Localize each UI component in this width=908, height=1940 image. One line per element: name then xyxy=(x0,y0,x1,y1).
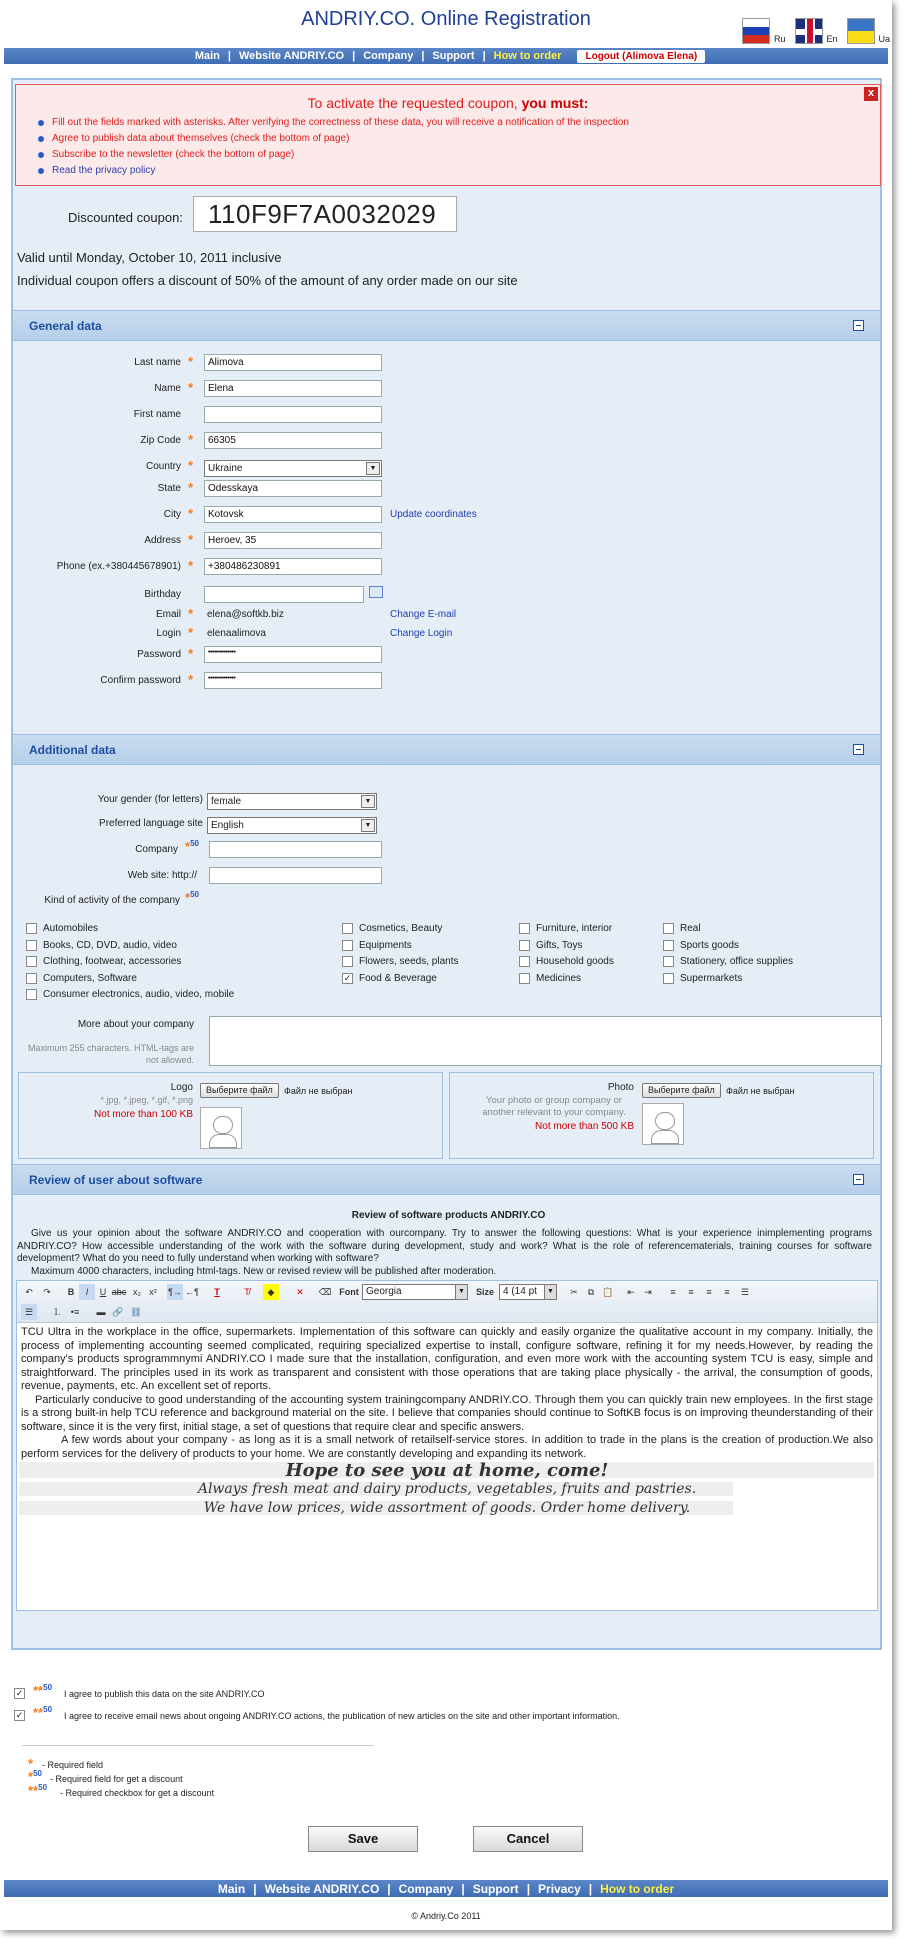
activity-checkbox-checked[interactable]: ✓ xyxy=(343,973,352,983)
chevron-down-icon[interactable]: ▼ xyxy=(361,819,375,832)
activity-checkbox[interactable] xyxy=(342,956,353,967)
promo-line: We have low prices, wide assortment of goods. Order home delivery. xyxy=(203,1500,691,1516)
discount-marker: 50 xyxy=(33,1769,42,1778)
section-title: Additional data xyxy=(29,743,116,757)
activity-label: Computers, Software xyxy=(43,973,137,984)
paste-icon[interactable]: 📋 xyxy=(602,1287,614,1297)
editor-content[interactable] xyxy=(17,1324,877,1463)
activity-label: Stationery, office supplies xyxy=(680,956,794,967)
photo-choose-file-button[interactable]: Выберите файл xyxy=(642,1083,721,1098)
clear-highlight-icon[interactable]: ✕ xyxy=(296,1287,304,1297)
zip-label: Zip Code xyxy=(140,435,181,446)
activity-label: Cosmetics, Beauty xyxy=(359,923,443,934)
language-select[interactable] xyxy=(207,817,377,834)
photo-file-status: Файл не выбран xyxy=(726,1086,795,1096)
required-star-icon: **$^{50}$ xyxy=(33,1705,53,1720)
nav-separator: | xyxy=(227,50,231,62)
state-label: State xyxy=(157,483,181,494)
required-star-icon: * xyxy=(188,672,194,687)
required-star-icon: *$^{50}$ xyxy=(185,890,199,905)
logo-file-status: Файл не выбран xyxy=(284,1086,353,1096)
activity-checkbox[interactable] xyxy=(26,956,37,967)
font-label: Font xyxy=(339,1287,359,1297)
size-label: Size xyxy=(475,1287,494,1297)
activity-label: Sports goods xyxy=(680,940,739,951)
nav-how-to-order[interactable]: How to order xyxy=(493,50,562,62)
ltr-icon[interactable]: ¶→ xyxy=(167,1284,183,1300)
subscript-icon[interactable]: x₂ xyxy=(133,1287,141,1297)
discount-marker: 50 xyxy=(190,839,199,848)
newsletter-agree-label: I agree to receive email news about ongoing ANDRIY.CO actions, the publication of new articles on the site and other important information. xyxy=(64,1711,620,1721)
email-label: Email xyxy=(155,609,181,620)
justify-icon[interactable]: ☰ xyxy=(21,1304,37,1320)
align-justify-icon[interactable]: ≡ xyxy=(724,1287,730,1297)
activity-checkbox[interactable] xyxy=(519,940,530,951)
activity-label: Clothing, footwear, accessories xyxy=(43,956,182,967)
activity-label: Flowers, seeds, plants xyxy=(359,956,459,967)
publish-agree-label: I agree to publish this data on the site ANDRIY.CO xyxy=(64,1689,265,1699)
alert-item: Agree to publish data about themselves (check the bottom of page) xyxy=(38,133,880,144)
review-paragraph: Particularly conducive to good understanding of the accounting system trainingcompany ANDRIY.CO. Through them you can quickly train new employees. In the first stage is a strong built-in help TCU reference and background material on the site. I believe that companies should continue to SoftKB focus is on improving theunderstanding of their software, since it is the very first, initial stage, a set of questions that require clear and specific answers. xyxy=(21,1393,873,1433)
uk-flag-icon[interactable] xyxy=(795,18,823,44)
russia-flag-icon[interactable] xyxy=(742,18,770,44)
ukraine-flag-icon[interactable] xyxy=(847,18,875,44)
indent-icon[interactable]: ⇥ xyxy=(644,1287,652,1297)
required-star-icon: * xyxy=(188,354,194,369)
activity-checkbox[interactable] xyxy=(26,923,37,934)
required-star-icon: **$^{50}$ xyxy=(28,1783,48,1798)
discount-marker: 50 xyxy=(43,1705,53,1714)
promo-line: Always fresh meat and dairy products, vegetables, fruits and pastries. xyxy=(197,1481,697,1497)
city-label: City xyxy=(163,509,181,520)
font-select[interactable] xyxy=(362,1284,468,1300)
footer-nav-how-to-order[interactable]: How to order xyxy=(600,1881,675,1896)
phone-label: Phone (ex.+380445678901) xyxy=(56,561,181,572)
language-label: Preferred language site xyxy=(99,818,203,829)
activity-checkbox[interactable] xyxy=(519,973,530,984)
country-label: Country xyxy=(145,461,181,472)
email-value: elena@softkb.biz xyxy=(207,609,284,620)
section-title: Review of user about software xyxy=(29,1173,203,1187)
section-title: General data xyxy=(29,319,102,333)
coupon-label: Discounted coupon: xyxy=(68,210,183,225)
top-nav xyxy=(4,48,888,64)
align-left-icon[interactable]: ≡ xyxy=(670,1287,676,1297)
divider xyxy=(22,1745,374,1746)
photo-placeholder-icon xyxy=(642,1103,684,1145)
alert-item: Subscribe to the newsletter (check the bottom of page) xyxy=(38,149,880,160)
footer-nav-company[interactable]: Company xyxy=(398,1881,454,1896)
update-coordinates-link[interactable]: Update coordinates xyxy=(390,509,477,520)
newsletter-agree-checkbox[interactable]: ✓ xyxy=(15,1710,24,1720)
activity-label: Equipments xyxy=(359,940,412,951)
language-value: English xyxy=(211,820,244,831)
coupon-valid: Valid until Monday, October 10, 2011 inclusive xyxy=(17,250,282,265)
required-star-icon: * xyxy=(28,1756,34,1771)
activity-checkbox[interactable] xyxy=(663,973,674,984)
required-star-icon: * xyxy=(188,558,194,573)
discount-marker: 50 xyxy=(43,1683,53,1692)
copyright: © Andriy.Co 2011 xyxy=(411,1911,481,1921)
discount-marker: 50 xyxy=(190,890,199,899)
alert-item: Fill out the fields marked with asterisks. After verifying the correctness of these data, you will receive a notification of the inspection xyxy=(38,117,880,128)
activity-checkbox[interactable] xyxy=(519,923,530,934)
privacy-policy-link[interactable]: Read the privacy policy xyxy=(38,165,880,176)
change-email-link[interactable]: Change E-mail xyxy=(390,609,457,620)
more-about-hint: Maximum 255 characters. HTML-tags are not allowed. xyxy=(27,1043,194,1065)
lang-label: En xyxy=(826,34,838,44)
company-input[interactable] xyxy=(209,841,382,858)
company-label: Company xyxy=(135,844,178,855)
city-input[interactable]: Kotovsk xyxy=(204,506,382,523)
chevron-down-icon[interactable]: ▼ xyxy=(366,462,380,475)
password-label: Password xyxy=(137,649,181,660)
nav-company[interactable]: Company xyxy=(363,50,414,62)
general-data-header[interactable] xyxy=(13,310,880,341)
confirm-password-input[interactable]: •••••••••••••• xyxy=(204,672,382,689)
highlight-icon[interactable]: ◆ xyxy=(263,1284,279,1300)
activity-label: Household goods xyxy=(536,956,614,967)
save-button[interactable]: Save xyxy=(308,1826,418,1852)
additional-data-header[interactable] xyxy=(13,734,880,765)
footer-nav-main[interactable]: Main xyxy=(217,1881,246,1896)
required-star-icon: *$^{50}$ xyxy=(185,839,199,854)
required-star-icon: * xyxy=(188,458,194,473)
more-about-label: More about your company xyxy=(77,1019,194,1030)
country-value: Ukraine xyxy=(208,463,243,474)
nav-separator: | xyxy=(352,50,356,62)
font-value: Georgia xyxy=(366,1286,402,1297)
text-color-icon[interactable]: T xyxy=(214,1287,220,1297)
nav-separator: | xyxy=(253,1881,257,1896)
activity-checkbox[interactable] xyxy=(663,940,674,951)
promo-headline: Hope to see you at home, come! xyxy=(285,1460,609,1481)
logo-choose-file-button[interactable]: Выберите файл xyxy=(200,1083,279,1098)
review-intro: Give us your opinion about the software ANDRIY.CO and cooperation with ourcompany. Try to answer the following questions: What is your experience inimplementing programs ANDRIY.CO? How accessible understanding of the work with the software during development, study and work? What is the role of referencematerials, training courses for software development? What do you need to fully understand when working with software? xyxy=(17,1228,872,1264)
publish-agree-checkbox[interactable]: ✓ xyxy=(15,1688,24,1698)
logo-types: *.jpg, *.jpeg, *.gif, *.png xyxy=(100,1095,193,1105)
nav-website[interactable]: Website ANDRIY.CO xyxy=(238,50,345,62)
website-label: Web site: http:// xyxy=(127,870,197,881)
unlink-icon[interactable]: ⛓ xyxy=(130,1307,142,1317)
nav-separator: | xyxy=(588,1881,593,1896)
italic-icon[interactable]: I xyxy=(79,1284,95,1300)
activity-checkbox[interactable] xyxy=(26,973,37,984)
footer-nav-privacy[interactable]: Privacy xyxy=(538,1881,581,1896)
required-star-icon: * xyxy=(188,646,194,661)
copy-icon[interactable]: ⧉ xyxy=(587,1287,595,1297)
review-limit: Maximum 4000 characters, including html-tags. New or revised review will be published after moderation. xyxy=(31,1266,497,1277)
gender-label: Your gender (for letters) xyxy=(97,794,203,805)
superscript-icon[interactable]: x² xyxy=(149,1287,157,1297)
collapse-icon[interactable] xyxy=(853,320,864,331)
activity-label: Supermarkets xyxy=(680,973,743,984)
logo-limit: Not more than 100 KB xyxy=(94,1109,193,1120)
state-input[interactable]: Odesskaya xyxy=(204,480,382,497)
nav-separator: | xyxy=(526,1881,531,1896)
activity-checkbox[interactable] xyxy=(663,923,674,934)
alert-title xyxy=(16,95,880,111)
name-input[interactable]: Elena xyxy=(204,380,382,397)
confirm-password-label: Confirm password xyxy=(100,675,181,686)
align-right-icon[interactable]: ≡ xyxy=(706,1287,712,1297)
underline-icon[interactable]: U xyxy=(99,1287,107,1297)
bold-icon[interactable]: B xyxy=(67,1287,75,1297)
last-name-label: Last name xyxy=(134,357,181,368)
gender-select[interactable] xyxy=(207,793,377,810)
nav-main[interactable]: Main xyxy=(194,50,220,62)
redo-icon[interactable]: ↷ xyxy=(43,1287,51,1297)
editor-toolbar xyxy=(17,1281,877,1323)
bullet-list-icon[interactable]: •≡ xyxy=(70,1307,80,1317)
lang-label: Ru xyxy=(774,34,786,44)
photo-upload-panel xyxy=(449,1072,874,1159)
coupon-description: Individual coupon offers a discount of 50% of the amount of any order made on our site xyxy=(17,273,518,288)
logout-button[interactable]: Logout (Alimova Elena) xyxy=(577,50,705,63)
activity-label: Food & Beverage xyxy=(359,973,437,984)
lang-ru[interactable] xyxy=(742,18,786,44)
activity-label: Gifts, Toys xyxy=(536,940,583,951)
alert-list xyxy=(38,117,880,176)
strikethrough-icon[interactable]: abc xyxy=(111,1287,127,1297)
first-name-input[interactable] xyxy=(204,406,382,423)
address-input[interactable]: Heroev, 35 xyxy=(204,532,382,549)
chevron-down-icon[interactable]: ▼ xyxy=(544,1285,556,1299)
activity-label: Automobiles xyxy=(43,923,99,934)
activity-label: Consumer electronics, audio, video, mobile xyxy=(43,989,235,1000)
required-star-icon: * xyxy=(188,380,194,395)
activity-checkbox[interactable] xyxy=(26,989,37,1000)
last-name-input[interactable]: Alimova xyxy=(204,354,382,371)
alert-title-text: To activate the requested coupon, xyxy=(307,95,522,111)
password-input[interactable]: •••••••••••••• xyxy=(204,646,382,663)
phone-input[interactable]: +380486230891 xyxy=(204,558,382,575)
registration-form xyxy=(11,78,882,1650)
activity-checkbox[interactable] xyxy=(26,940,37,951)
cancel-button[interactable]: Cancel xyxy=(473,1826,583,1852)
language-switcher xyxy=(742,18,892,44)
rtl-icon[interactable]: ←¶ xyxy=(185,1287,199,1297)
calendar-icon[interactable] xyxy=(369,586,383,598)
lang-en[interactable] xyxy=(795,18,838,44)
outdent-icon[interactable]: ⇤ xyxy=(627,1287,635,1297)
photo-title: Photo xyxy=(607,1082,634,1093)
justify-full-icon[interactable]: ☰ xyxy=(740,1287,750,1297)
eraser-icon[interactable]: ⌫ xyxy=(318,1287,332,1297)
chevron-down-icon[interactable]: ▼ xyxy=(455,1285,467,1299)
gender-value: female xyxy=(211,796,242,807)
undo-icon[interactable]: ↶ xyxy=(25,1287,33,1297)
nav-separator: | xyxy=(421,50,425,62)
review-subtitle: Review of software products ANDRIY.CO xyxy=(351,1210,546,1221)
website-input[interactable] xyxy=(209,867,382,884)
lang-ua[interactable] xyxy=(847,18,891,44)
activity-label: Real xyxy=(680,923,701,934)
activity-checkbox[interactable] xyxy=(342,923,353,934)
activity-label: Furniture, interior xyxy=(536,923,613,934)
coupon-alert xyxy=(15,84,881,186)
close-icon[interactable]: x xyxy=(864,87,878,101)
review-editor xyxy=(16,1280,878,1611)
legend-required-checkbox: - Required checkbox for get a discount xyxy=(60,1788,215,1798)
birthday-input[interactable] xyxy=(204,586,364,603)
footer-nav-website[interactable]: Website ANDRIY.CO xyxy=(264,1881,380,1896)
chevron-down-icon[interactable]: ▼ xyxy=(361,795,375,808)
lang-label: Ua xyxy=(878,34,891,44)
activity-checkbox[interactable] xyxy=(519,956,530,967)
country-select[interactable] xyxy=(204,460,382,477)
activity-label: Kind of activity of the company xyxy=(44,895,180,906)
footer-nav xyxy=(4,1880,888,1897)
birthday-label: Birthday xyxy=(144,589,181,600)
nav-separator: | xyxy=(461,1881,465,1896)
zip-input[interactable]: 66305 xyxy=(204,432,382,449)
address-label: Address xyxy=(144,535,181,546)
required-star-icon: *$^{50}$ xyxy=(28,1769,42,1784)
footer-nav-support[interactable]: Support xyxy=(472,1881,519,1896)
legend-required-discount: - Required field for get a discount xyxy=(50,1774,183,1784)
review-paragraph: TCU Ultra in the workplace in the office, supermarkets. Implementation of this software can quickly and easily organize the qualitative account in my company. Initially, the process of implementing accounting seemed complicated, requiring specialized expertise to install, configure software, refining it for my needs.However, by reading the company's products sprogrammnymi ANDRIY.CO I made sure that the installation, configuration, and even more work with the accounting system TCU is easy, simple and straightforward. The principles used in its work as transparent and consistent with those operations that are taking place physically - the arrival, the consumption of goods, revenue, payments, etc. An excellent set of reports. xyxy=(21,1326,873,1392)
horizontal-rule-icon[interactable]: ▬ xyxy=(96,1307,106,1317)
activity-checkbox[interactable] xyxy=(342,940,353,951)
size-value: 4 (14 pt xyxy=(503,1286,537,1297)
activity-checkbox[interactable] xyxy=(663,956,674,967)
change-login-link[interactable]: Change Login xyxy=(390,628,453,639)
login-value: elenaalimova xyxy=(207,628,266,639)
clear-color-icon[interactable]: T̸ xyxy=(244,1287,250,1297)
first-name-label: First name xyxy=(133,409,181,420)
coupon-code: 110F9F7A0032029 xyxy=(193,196,457,232)
more-about-textarea[interactable] xyxy=(209,1016,882,1066)
collapse-icon[interactable] xyxy=(853,1174,864,1185)
login-label: Login xyxy=(156,628,181,639)
nav-separator: | xyxy=(387,1881,391,1896)
nav-separator: | xyxy=(482,50,486,62)
size-select[interactable] xyxy=(499,1284,557,1300)
review-paragraph: A few words about your company - as long as it is a small network of retailself-service stores. In addition to trade in the plans is the creation of production.We also perform services for the delivery of products to your home. We are constantly developing and expanding its network. xyxy=(21,1434,873,1460)
activity-label: Books, CD, DVD, audio, video xyxy=(43,940,177,951)
cut-icon[interactable]: ✂ xyxy=(570,1287,578,1297)
legend-required: - Required field xyxy=(42,1760,104,1770)
name-label: Name xyxy=(154,383,181,394)
ordered-list-icon[interactable]: ⒈ xyxy=(52,1307,62,1317)
required-star-icon: * xyxy=(188,532,194,547)
photo-hint: Your photo or group company or another relevant to your company. xyxy=(482,1095,626,1118)
alert-title-bold: you must: xyxy=(521,95,589,111)
activity-label: Medicines xyxy=(536,973,582,984)
required-star-icon: * xyxy=(188,432,194,447)
required-star-icon: * xyxy=(188,625,194,640)
required-star-icon: * xyxy=(188,606,194,621)
align-center-icon[interactable]: ≡ xyxy=(688,1287,694,1297)
nav-support[interactable]: Support xyxy=(432,50,475,62)
discount-marker: 50 xyxy=(38,1783,48,1792)
collapse-icon[interactable] xyxy=(853,744,864,755)
logo-upload-panel xyxy=(18,1072,443,1159)
link-icon[interactable]: 🔗 xyxy=(112,1307,124,1317)
required-star-icon: * xyxy=(188,506,194,521)
site-title: ANDRIY.CO. Online Registration xyxy=(301,8,591,30)
logo-title: Logo xyxy=(170,1082,193,1093)
review-header[interactable] xyxy=(13,1164,880,1195)
required-star-icon: * xyxy=(188,480,194,495)
photo-limit: Not more than 500 KB xyxy=(535,1121,634,1132)
required-star-icon: **$^{50}$ xyxy=(33,1683,53,1698)
logo-placeholder-icon xyxy=(200,1107,242,1149)
